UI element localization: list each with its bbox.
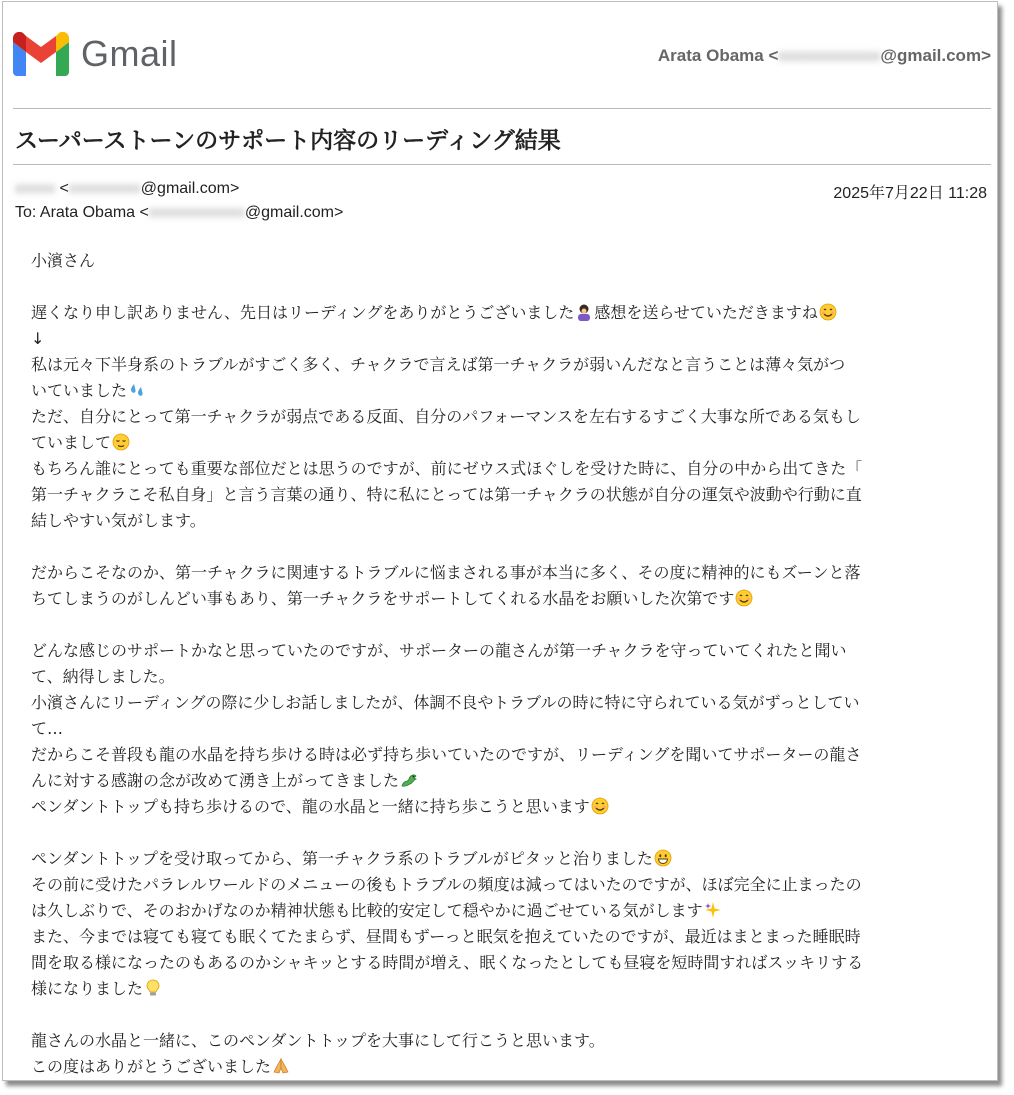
body-line: ペンダントトップを受け取ってから、第一チャクラ系のトラブルがピタッと治りました	[31, 846, 971, 872]
body-line: ペンダントトップも持ち歩けるので、龍の水晶と一緒に持ち歩こうと思います	[31, 794, 971, 820]
body-line: 私は元々下半身系のトラブルがすごく多く、チャクラで言えば第一チャクラが弱いんだなと言うことは薄々気がつ	[31, 355, 846, 374]
sender-email-domain: @gmail.com	[140, 180, 230, 197]
email-print-frame	[2, 1, 998, 1081]
body-line: どんな感じのサポートかなと思っていたのですが、サポーターの龍さんが第一チャクラを守っていてくれたと聞い	[31, 641, 847, 660]
bowing-person-icon	[575, 303, 593, 321]
body-line: だからこそ普段も龍の水晶を持ち歩ける時は必ず持ち歩いていたのですが、リーディングを聞いてサポーターの龍さ	[31, 745, 862, 764]
body-line: て、納得しました。	[31, 667, 175, 686]
smiling-face-icon	[735, 589, 753, 607]
divider	[13, 164, 991, 165]
body-line: ただ、自分にとって第一チャクラが弱点である反面、自分のパフォーマンスを左右するすごく大事な所である気もし	[31, 407, 861, 426]
email-date: 2025年7月22日 11:28	[833, 185, 987, 202]
body-line: だからこそなのか、第一チャクラに関連するトラブルに悩まされる事が本当に多く、その度に精神的にもズーンと落	[31, 563, 861, 582]
folded-hands-icon	[272, 1057, 290, 1075]
body-line: 小濱さんにリーディングの際に少しお話しましたが、体調不良やトラブルの時に特に守られている気がずっとしてい	[31, 693, 860, 712]
account-name: Arata Obama	[657, 46, 764, 65]
body-line: 龍さんの水晶と一緒に、このペンダントトップを大事にして行こうと思います。	[31, 1031, 605, 1050]
body-line: 結しやすい気がします。	[31, 511, 206, 530]
account-email-domain: @gmail.com	[880, 46, 982, 65]
body-line: て…	[31, 719, 64, 738]
body-line: その前に受けたパラレルワールドのメニューの後もトラブルの頻度は減ってはいたのですが、ほぼ完全に止まったの	[31, 875, 862, 894]
body-line: ていまして	[31, 430, 971, 456]
body-line: 第一チャクラこそ私自身」と言う言葉の通り、特に私にとっては第一チャクラの状態が自分の運気や波動や行動に直	[31, 485, 862, 504]
grinning-face-icon	[654, 849, 672, 867]
sender-name-masked: xxxxx	[15, 180, 55, 197]
account-email-open: <	[768, 46, 779, 65]
recipient-email-domain: @gmail.com	[244, 204, 335, 221]
recipient-name: Arata Obama	[39, 204, 136, 221]
body-line: この度はありがとうございました	[31, 1054, 971, 1080]
gmail-logo-icon	[13, 32, 69, 76]
account-identity: Arata Obama <xxxxxxxxxxxx@gmail.com>	[657, 46, 991, 65]
body-line: ちてしまうのがしんどい事もあり、第一チャクラをサポートしてくれる水晶をお願いした次第です	[31, 586, 971, 612]
sparkles-icon	[704, 901, 722, 919]
body-line: 様になりました	[31, 976, 971, 1002]
recipient-line: To: Arata Obama <xxxxxxxxxxxx@gmail.com>	[15, 204, 344, 221]
email-body	[31, 248, 971, 1080]
sender-line: xxxxx <xxxxxxxxx@gmail.com>	[15, 180, 240, 197]
body-line: んに対する感謝の念が改めて湧き上がってきました	[31, 768, 971, 794]
body-line: は久しぶりで、そのおかげなのか精神状態も比較的安定して穏やかに過ごせている気がします	[31, 898, 971, 924]
email-subject: スーパーストーンのサポート内容のリーディング結果	[15, 128, 561, 154]
smiling-face-icon	[819, 303, 837, 321]
light-bulb-icon	[144, 979, 162, 997]
gmail-wordmark: Gmail	[81, 33, 178, 74]
gmail-logo	[13, 32, 178, 76]
recipient-email-masked: xxxxxxxxxxxx	[148, 204, 245, 221]
body-line: もちろん誰にとっても重要な部位だとは思うのですが、前にゼウス式ほぐしを受けた時に、自分の中から出てきた「	[31, 459, 863, 478]
body-line: いていました	[31, 378, 971, 404]
to-label: To:	[15, 204, 37, 221]
print-header	[13, 30, 991, 82]
greeting: 小濱さん	[31, 251, 96, 270]
body-line: 遅くなり申し訳ありません、先日はリーディングをありがとうございました 感想を送らせていただきますね	[31, 300, 971, 326]
dragon-icon	[400, 771, 418, 789]
sweat-droplets-icon	[128, 381, 146, 399]
body-line: 間を取る様になったのもあるのかシャキッとする時間が増え、眠くなったとしても昼寝を短時間すればスッキリする	[31, 953, 864, 972]
account-email-masked: xxxxxxxxxxxx	[778, 46, 881, 65]
sender-email-masked: xxxxxxxxx	[68, 180, 141, 197]
relieved-face-icon	[112, 433, 130, 451]
body-line: また、今までは寝ても寝ても眠くてたまらず、昼間もずーっと眠気を抱えていたのですが、最近はまとまった睡眠時	[31, 927, 861, 946]
arrow-line: ↓	[31, 329, 45, 348]
smiling-face-icon	[591, 797, 609, 815]
divider	[13, 108, 991, 109]
